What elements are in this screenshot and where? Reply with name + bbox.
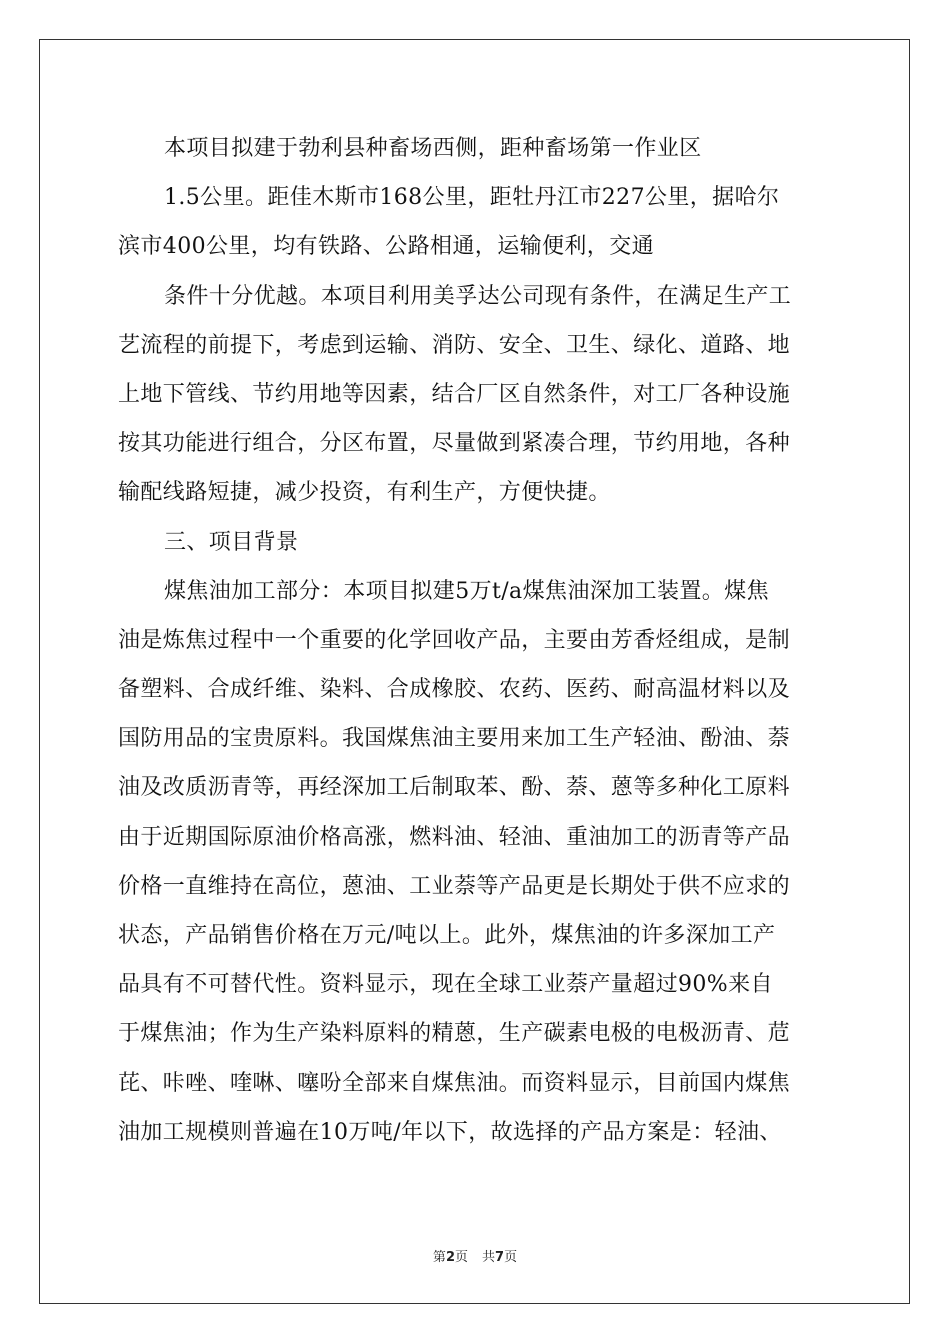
text-line: 上地下管线、节约用地等因素，结合厂区自然条件，对工厂各种设施 [118, 381, 791, 407]
text-line: 由于近期国际原油价格高涨，燃料油、轻油、重油加工的沥青等产品 [118, 824, 791, 850]
text-line: 输配线路短捷，减少投资，有利生产，方便快捷。 [118, 480, 611, 506]
footer-total-pages: 7 [495, 1250, 505, 1265]
paragraph [118, 124, 834, 173]
text-line: 艺流程的前提下，考虑到运输、消防、安全、卫生、绿化、道路、地 [118, 332, 791, 358]
text-line: 状态，产品销售价格在万元/吨以上。此外，煤焦油的许多深加工产 [118, 923, 776, 948]
text-line: 国防用品的宝贵原料。我国煤焦油主要用来加工生产轻油、酚油、萘 [118, 726, 791, 752]
text-line: 煤焦油加工部分：本项目拟建5万t/a煤焦油深加工装置。煤焦 [164, 578, 769, 604]
text-line: 三、项目背景 [164, 529, 299, 555]
footer-total-suffix: 页 [504, 1250, 518, 1265]
footer-prefix: 第 [432, 1250, 446, 1265]
footer-page-number: 2 [445, 1250, 455, 1265]
text-line: 按其功能进行组合，分区布置，尽量做到紧凑合理，节约用地，各种 [118, 431, 791, 457]
paragraph [118, 173, 834, 271]
paragraph [118, 272, 834, 518]
document-body [118, 124, 834, 1157]
text-line: 本项目拟建于勃利县种畜场西侧，距种畜场第一作业区 [164, 136, 702, 161]
text-line: 油是炼焦过程中一个重要的化学回收产品，主要由芳香烃组成，是制 [118, 627, 791, 653]
text-line: 滨市400公里，均有铁路、公路相通，运输便利，交通 [118, 234, 654, 260]
paragraph [118, 518, 834, 567]
text-line: 芘、咔唑、喹啉、噻吩全部来自煤焦油。而资料显示，目前国内煤焦 [118, 1070, 791, 1096]
text-line: 油及改质沥青等，再经深加工后制取苯、酚、萘、蒽等多种化工原料 [118, 775, 791, 801]
text-line: 1.5公里。距佳木斯市168公里，距牡丹江市227公里，据哈尔 [164, 185, 780, 211]
text-line: 条件十分优越。本项目利用美孚达公司现有条件，在满足生产工 [164, 283, 792, 309]
text-line: 品具有不可替代性。资料显示，现在全球工业萘产量超过90%来自 [118, 972, 773, 998]
text-line: 于煤焦油；作为生产染料原料的精蒽，生产碳素电极的电极沥青、苊 [118, 1021, 791, 1047]
paragraph [118, 567, 834, 1157]
page-footer [0, 1246, 950, 1265]
footer-page-suffix: 页 [454, 1250, 468, 1265]
footer-total-prefix: 共 [482, 1250, 496, 1265]
text-line: 备塑料、合成纤维、染料、合成橡胶、农药、医药、耐高温材料以及 [118, 677, 791, 703]
text-line: 油加工规模则普遍在10万吨/年以下，故选择的产品方案是：轻油、 [118, 1119, 782, 1145]
text-line: 价格一直维持在高位，蒽油、工业萘等产品更是长期处于供不应求的 [118, 873, 791, 899]
